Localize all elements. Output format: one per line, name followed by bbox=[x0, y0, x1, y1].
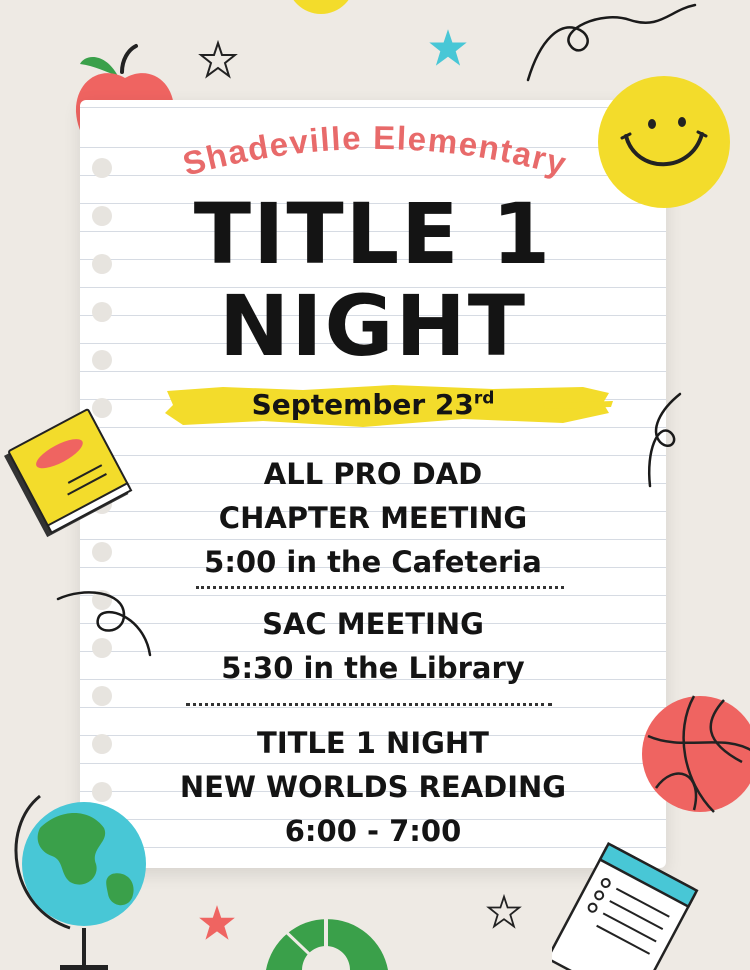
date-text: September 23 bbox=[251, 388, 474, 421]
title-line-1: TITLE 1 bbox=[193, 185, 553, 283]
svg-text:Shadeville Elementary: Shadeville Elementary bbox=[178, 118, 572, 183]
date-suffix: rd bbox=[473, 388, 495, 409]
notepad-icon bbox=[552, 842, 712, 970]
event-section-all-pro-dad bbox=[80, 452, 666, 584]
basketball-icon bbox=[634, 692, 750, 816]
star-icon bbox=[196, 902, 238, 944]
school-name bbox=[165, 108, 585, 188]
star-icon bbox=[426, 26, 470, 70]
event-date bbox=[80, 388, 666, 421]
section-line: 6:00 - 7:00 bbox=[284, 814, 462, 848]
yellow-circle-top bbox=[283, 0, 359, 30]
squiggle-right bbox=[640, 390, 730, 490]
section-line: SAC MEETING bbox=[262, 607, 484, 641]
title-line-2: NIGHT bbox=[218, 277, 528, 375]
dotted-divider bbox=[196, 586, 564, 589]
section-line: TITLE 1 NIGHT bbox=[257, 726, 489, 760]
section-line: 5:30 in the Library bbox=[221, 651, 525, 685]
globe-icon bbox=[0, 778, 170, 970]
section-line: NEW WORLDS READING bbox=[179, 770, 567, 804]
book-icon bbox=[0, 398, 135, 543]
dotted-divider bbox=[186, 703, 552, 706]
section-line: ALL PRO DAD bbox=[263, 457, 483, 491]
binder-hole bbox=[92, 158, 112, 178]
squiggle-left bbox=[54, 585, 154, 665]
section-line: CHAPTER MEETING bbox=[218, 501, 528, 535]
protractor-icon bbox=[262, 904, 392, 970]
star-icon bbox=[198, 40, 238, 80]
section-line: 5:00 in the Cafeteria bbox=[204, 545, 542, 579]
star-icon bbox=[486, 894, 522, 930]
event-section-sac-meeting bbox=[80, 602, 666, 690]
